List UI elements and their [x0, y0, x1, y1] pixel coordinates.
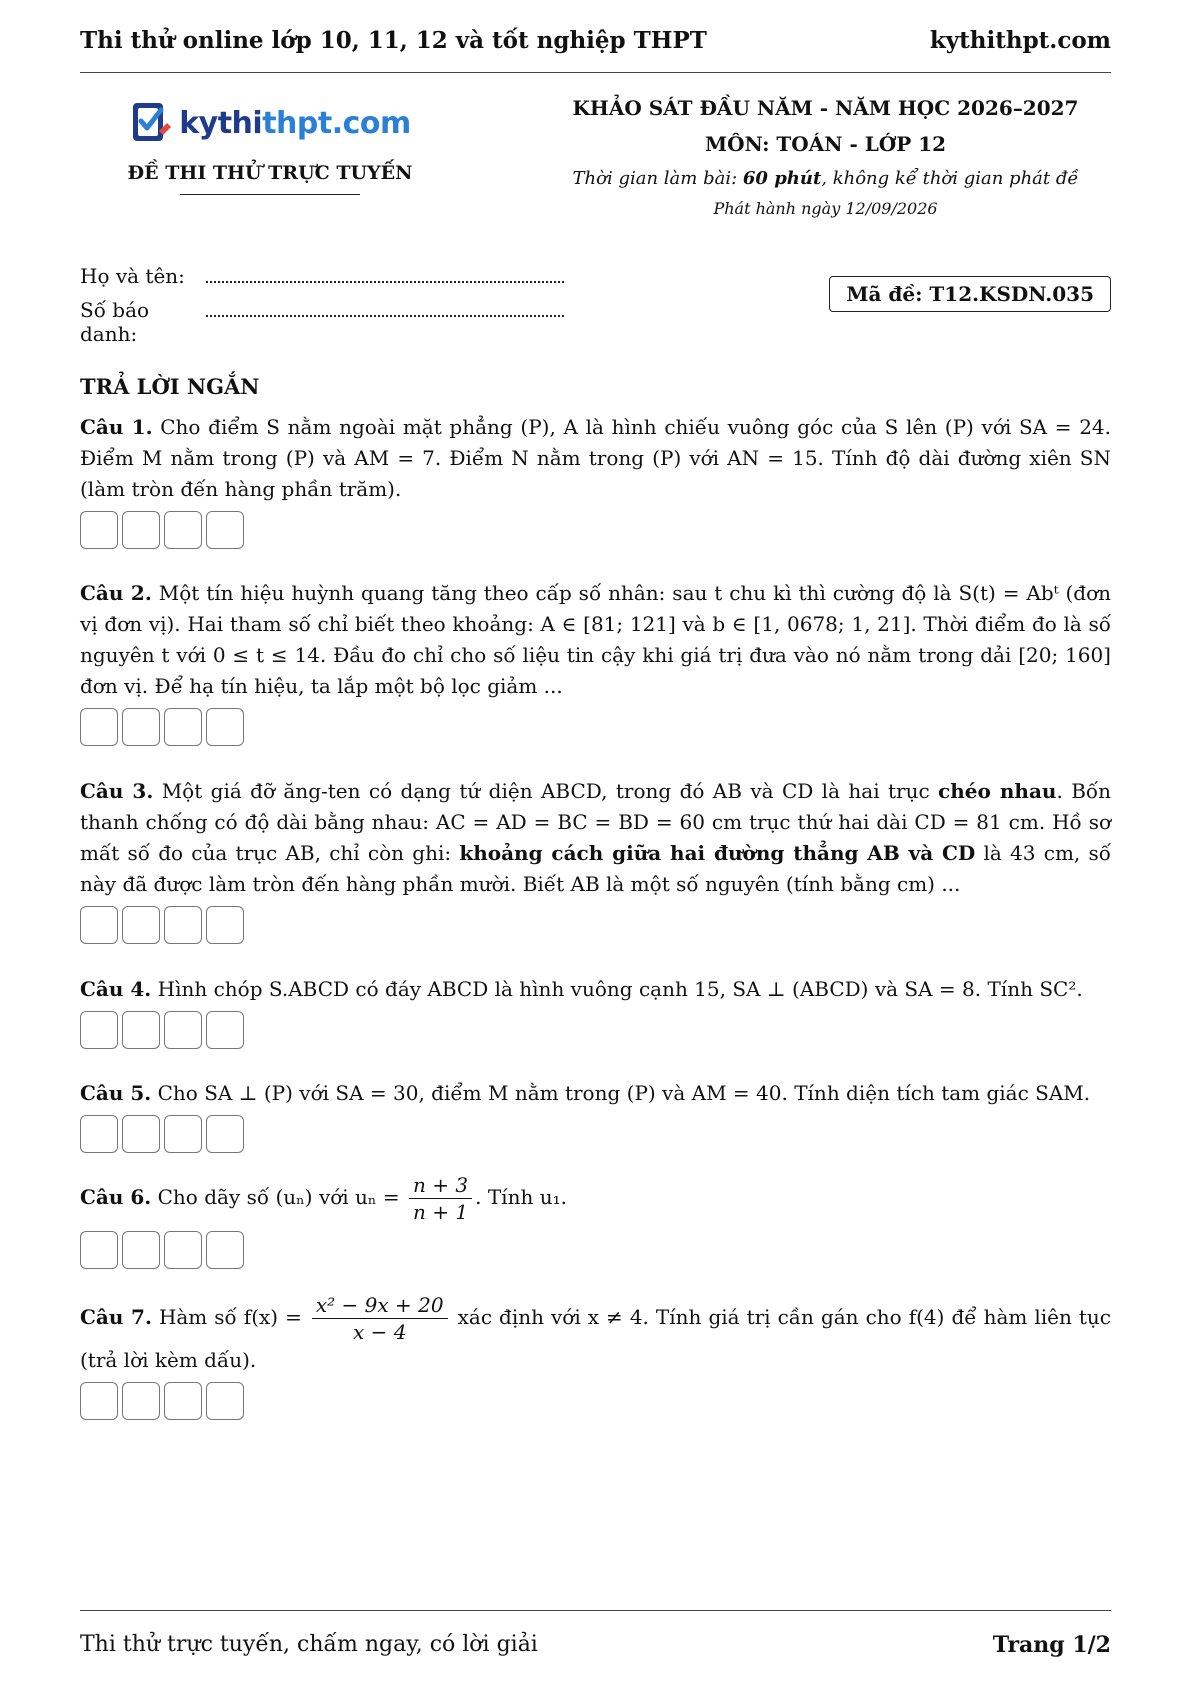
answer-box[interactable]: [206, 1011, 244, 1049]
footer-rule: [80, 1610, 1111, 1611]
question-1: Câu 1. Cho điểm S nằm ngoài mặt phẳng (P), A là hình chiếu vuông góc của S lên (P) với SA = 24. Điểm M nằm trong (P) và AM = 7. Điểm N nằm trong (P) với AN = 15. Tính độ dài đường xiên SN (làm tròn đến hàng phần trăm).: [80, 412, 1111, 549]
top-header: [80, 22, 1111, 58]
fraction: $\frac{n + 3}{n + 1}$: [409, 1172, 472, 1225]
logo-block: [80, 94, 460, 195]
header-rule: [80, 72, 1111, 73]
question-4: Câu 4. Hình chóp S.ABCD có đáy ABCD là hình vuông cạnh 15, SA ⊥ (ABCD) và SA = 8. Tính SC².: [80, 974, 1111, 1049]
answer-box[interactable]: [122, 1231, 160, 1269]
question-2: Câu 2. Một tín hiệu huỳnh quang tăng theo cấp số nhân: sau t chu kì thì cường độ là S(t) = Abᵗ (đơn vị đơn vị). Hai tham số chỉ biết theo khoảng: A ∈ [81; 121] và b ∈ [1, 0678; 1, 21]. Thời điểm đo là số nguyên t với 0 ≤ t ≤ 14. Đầu đo chỉ cho số liệu tin cậy khi giá trị đưa vào nó nằm trong dải [20; 160] đơn vị. Để hạ tín hiệu, ta lắp một bộ lọc giảm ...: [80, 578, 1111, 746]
answer-box[interactable]: [206, 511, 244, 549]
header-right: kythithpt.com: [929, 26, 1111, 54]
answer-box[interactable]: [80, 1011, 118, 1049]
logo: [80, 94, 460, 152]
answer-box[interactable]: [80, 511, 118, 549]
answer-box[interactable]: [206, 1115, 244, 1153]
fraction: $\frac{\text{x² − 9x + 20}}{x - 4}$: [312, 1292, 448, 1345]
exam-page: [80, 0, 1111, 1684]
answer-box[interactable]: [80, 906, 118, 944]
student-info: [80, 264, 564, 346]
answer-boxes: [80, 906, 1111, 944]
id-field[interactable]: [206, 301, 564, 317]
answer-box[interactable]: [80, 708, 118, 746]
question-7: Câu 7. Hàm số f(x) = $\frac{\text{x² − 9x + 20}}{x - 4}$ xác định với x ≠ 4. Tính giá trị cần gán cho f(4) để hàm liên tục (trả lời kèm dấu).: [80, 1292, 1111, 1420]
online-label: ĐỀ THI THỬ TRỰC TUYẾN: [127, 162, 413, 184]
answer-box[interactable]: [80, 1115, 118, 1153]
answer-box[interactable]: [164, 1231, 202, 1269]
question-6: Câu 6. Cho dãy số (uₙ) với uₙ = $\frac{n + 3}{n + 1}$ . Tính u₁.: [80, 1172, 1111, 1269]
answer-box[interactable]: [164, 1011, 202, 1049]
answer-box[interactable]: [122, 1115, 160, 1153]
answer-box[interactable]: [122, 511, 160, 549]
id-label: Số báo danh:: [80, 298, 150, 346]
exam-info: [540, 94, 1111, 218]
answer-box[interactable]: [80, 1382, 118, 1420]
answer-box[interactable]: [164, 708, 202, 746]
answer-box[interactable]: [164, 906, 202, 944]
checklist-logo-icon: [129, 97, 173, 149]
answer-boxes: [80, 708, 1111, 746]
answer-box[interactable]: [206, 1231, 244, 1269]
question-5: Câu 5. Cho SA ⊥ (P) với SA = 30, điểm M nằm trong (P) và AM = 40. Tính diện tích tam giác SAM.: [80, 1078, 1111, 1153]
answer-boxes: [80, 1011, 1111, 1049]
answer-boxes: [80, 1115, 1111, 1153]
answer-box[interactable]: [164, 1382, 202, 1420]
answer-box[interactable]: [122, 1011, 160, 1049]
exam-head: [80, 94, 1111, 234]
answer-box[interactable]: [206, 708, 244, 746]
footer-left: Thi thử trực tuyến, chấm ngay, có lời giải: [80, 1632, 538, 1657]
exam-release: Phát hành ngày 12/09/2026: [713, 199, 938, 218]
section-title: TRẢ LỜI NGẮN: [80, 374, 260, 399]
name-label: Họ và tên:: [80, 264, 185, 288]
page-number: Trang 1/2: [992, 1632, 1111, 1658]
exam-time: Thời gian làm bài: 60 phút, không kể thời gian phát đề: [572, 168, 1079, 189]
name-field[interactable]: [206, 267, 564, 283]
answer-boxes: [80, 1382, 1111, 1420]
exam-subject: MÔN: TOÁN - LỚP 12: [704, 132, 947, 156]
answer-box[interactable]: [80, 1231, 118, 1269]
exam-title: KHẢO SÁT ĐẦU NĂM - NĂM HỌC 2026–2027: [572, 96, 1079, 120]
question-3: Câu 3. Một giá đỡ ăng-ten có dạng tứ diện ABCD, trong đó AB và CD là hai trục chéo nhau. Bốn thanh chống có độ dài bằng nhau: AC = AD = BC = BD = 60 cm trục thứ hai dài CD = 81 cm. Hồ sơ mất số đo của trục AB, chỉ còn ghi: khoảng cách giữa hai đường thẳng AB và CD là 43 cm, số này đã được làm tròn đến hàng phần mười. Biết AB là một số nguyên (tính bằng cm) ...: [80, 776, 1111, 944]
answer-box[interactable]: [122, 906, 160, 944]
exam-code: Mã đề: T12.KSDN.035: [829, 276, 1111, 312]
online-rule: [180, 194, 360, 195]
logo-text: kythithpt.com: [179, 105, 411, 141]
answer-box[interactable]: [122, 1382, 160, 1420]
answer-box[interactable]: [206, 906, 244, 944]
answer-boxes: [80, 1231, 1111, 1269]
header-left: Thi thử online lớp 10, 11, 12 và tốt nghiệp THPT: [80, 26, 707, 54]
answer-box[interactable]: [206, 1382, 244, 1420]
answer-box[interactable]: [164, 511, 202, 549]
page-footer: [80, 1632, 1111, 1658]
answer-boxes: [80, 511, 1111, 549]
answer-box[interactable]: [164, 1115, 202, 1153]
answer-box[interactable]: [122, 708, 160, 746]
